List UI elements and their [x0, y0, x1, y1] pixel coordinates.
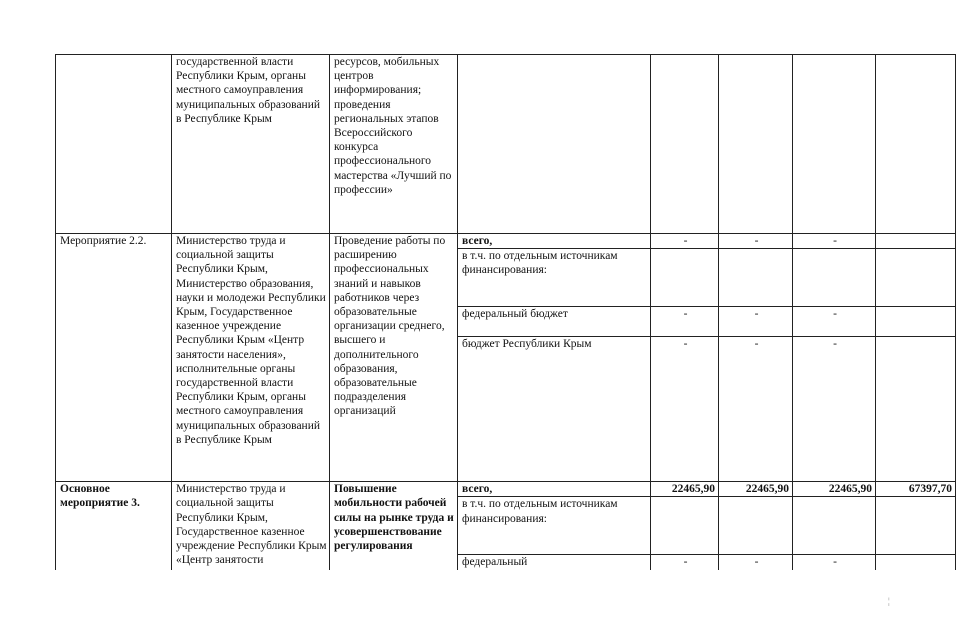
cell-executor: Министерство труда и социальной защиты Республики Крым, Министерство образования, науки и молодежи Республики Крым, Государственное казенное учреждение Республики Крым «Центр занятости населения», исполнительные органы государственной власти Республики Крым, органы местного самоуправления муниципальных образований в Республике Крым	[172, 234, 330, 482]
cell-value-year1: -	[651, 555, 719, 570]
cell-value-year2: -	[719, 555, 793, 570]
cell-executor: Министерство труда и социальной защиты Республики Крым, Государственное казенное учреждение Республики Крым «Центр занятости	[172, 482, 330, 570]
table-row	[56, 482, 956, 497]
cell-source	[458, 55, 651, 234]
cell-value-year2: 22465,90	[719, 482, 793, 497]
program-table	[55, 54, 956, 570]
cell-description: Проведение работы по расширению профессиональных знаний и навыков работников через образовательные организации среднего, высшего и дополнительного образования, образовательные подразделения организаций	[330, 234, 458, 482]
cell-source: всего,	[458, 234, 651, 249]
cell-value-year3: -	[793, 234, 876, 249]
cell-description: ресурсов, мобильных центров информирования; проведения региональных этапов Всероссийского конкурса профессионального мастерства «Лучший по профессии»	[330, 55, 458, 234]
cell-value-year1	[651, 249, 719, 307]
cell-value-year3: 22465,90	[793, 482, 876, 497]
margin-mark: ¦	[888, 596, 890, 606]
cell-executor: государственной власти Республики Крым, органы местного самоуправления муниципальных образований в Республике Крым	[172, 55, 330, 234]
cell-value-total: 67397,70	[876, 482, 956, 497]
cell-value-year3: -	[793, 337, 876, 482]
cell-value	[719, 55, 793, 234]
cell-value-year1: -	[651, 337, 719, 482]
table-row	[56, 234, 956, 249]
cell-value-year3	[793, 249, 876, 307]
cell-empty	[56, 55, 172, 234]
cell-value-total	[876, 307, 956, 337]
cell-value-year3: -	[793, 307, 876, 337]
cell-source: в т.ч. по отдельным источникам финансирования:	[458, 249, 651, 307]
cell-measure-name: Мероприятие 2.2.	[56, 234, 172, 482]
cell-value-year2	[719, 249, 793, 307]
cell-value-total	[876, 55, 956, 234]
cell-measure-name: Основное мероприятие 3.	[56, 482, 172, 570]
cell-value-year1: -	[651, 307, 719, 337]
cell-value-total	[876, 234, 956, 249]
cell-source: федеральный бюджет	[458, 307, 651, 337]
cell-value-total	[876, 497, 956, 555]
cell-source: всего,	[458, 482, 651, 497]
cell-value-total	[876, 249, 956, 307]
cell-source: в т.ч. по отдельным источникам финансирования:	[458, 497, 651, 555]
cell-source: бюджет Республики Крым	[458, 337, 651, 482]
cell-value-year1	[651, 497, 719, 555]
cell-source: федеральный	[458, 555, 651, 570]
table-row	[56, 55, 956, 234]
cell-value-year1: 22465,90	[651, 482, 719, 497]
cell-value-year3	[793, 497, 876, 555]
cell-value	[793, 55, 876, 234]
cell-value-year3: -	[793, 555, 876, 570]
cell-description: Повышение мобильности рабочей силы на рынке труда и усовершенствование регулирования	[330, 482, 458, 570]
cell-value-year2: -	[719, 307, 793, 337]
cell-value-total	[876, 555, 956, 570]
cell-value-year2: -	[719, 234, 793, 249]
cell-value-year2: -	[719, 337, 793, 482]
cell-value	[651, 55, 719, 234]
cell-value-year1: -	[651, 234, 719, 249]
cell-value-year2	[719, 497, 793, 555]
cell-value-total	[876, 337, 956, 482]
